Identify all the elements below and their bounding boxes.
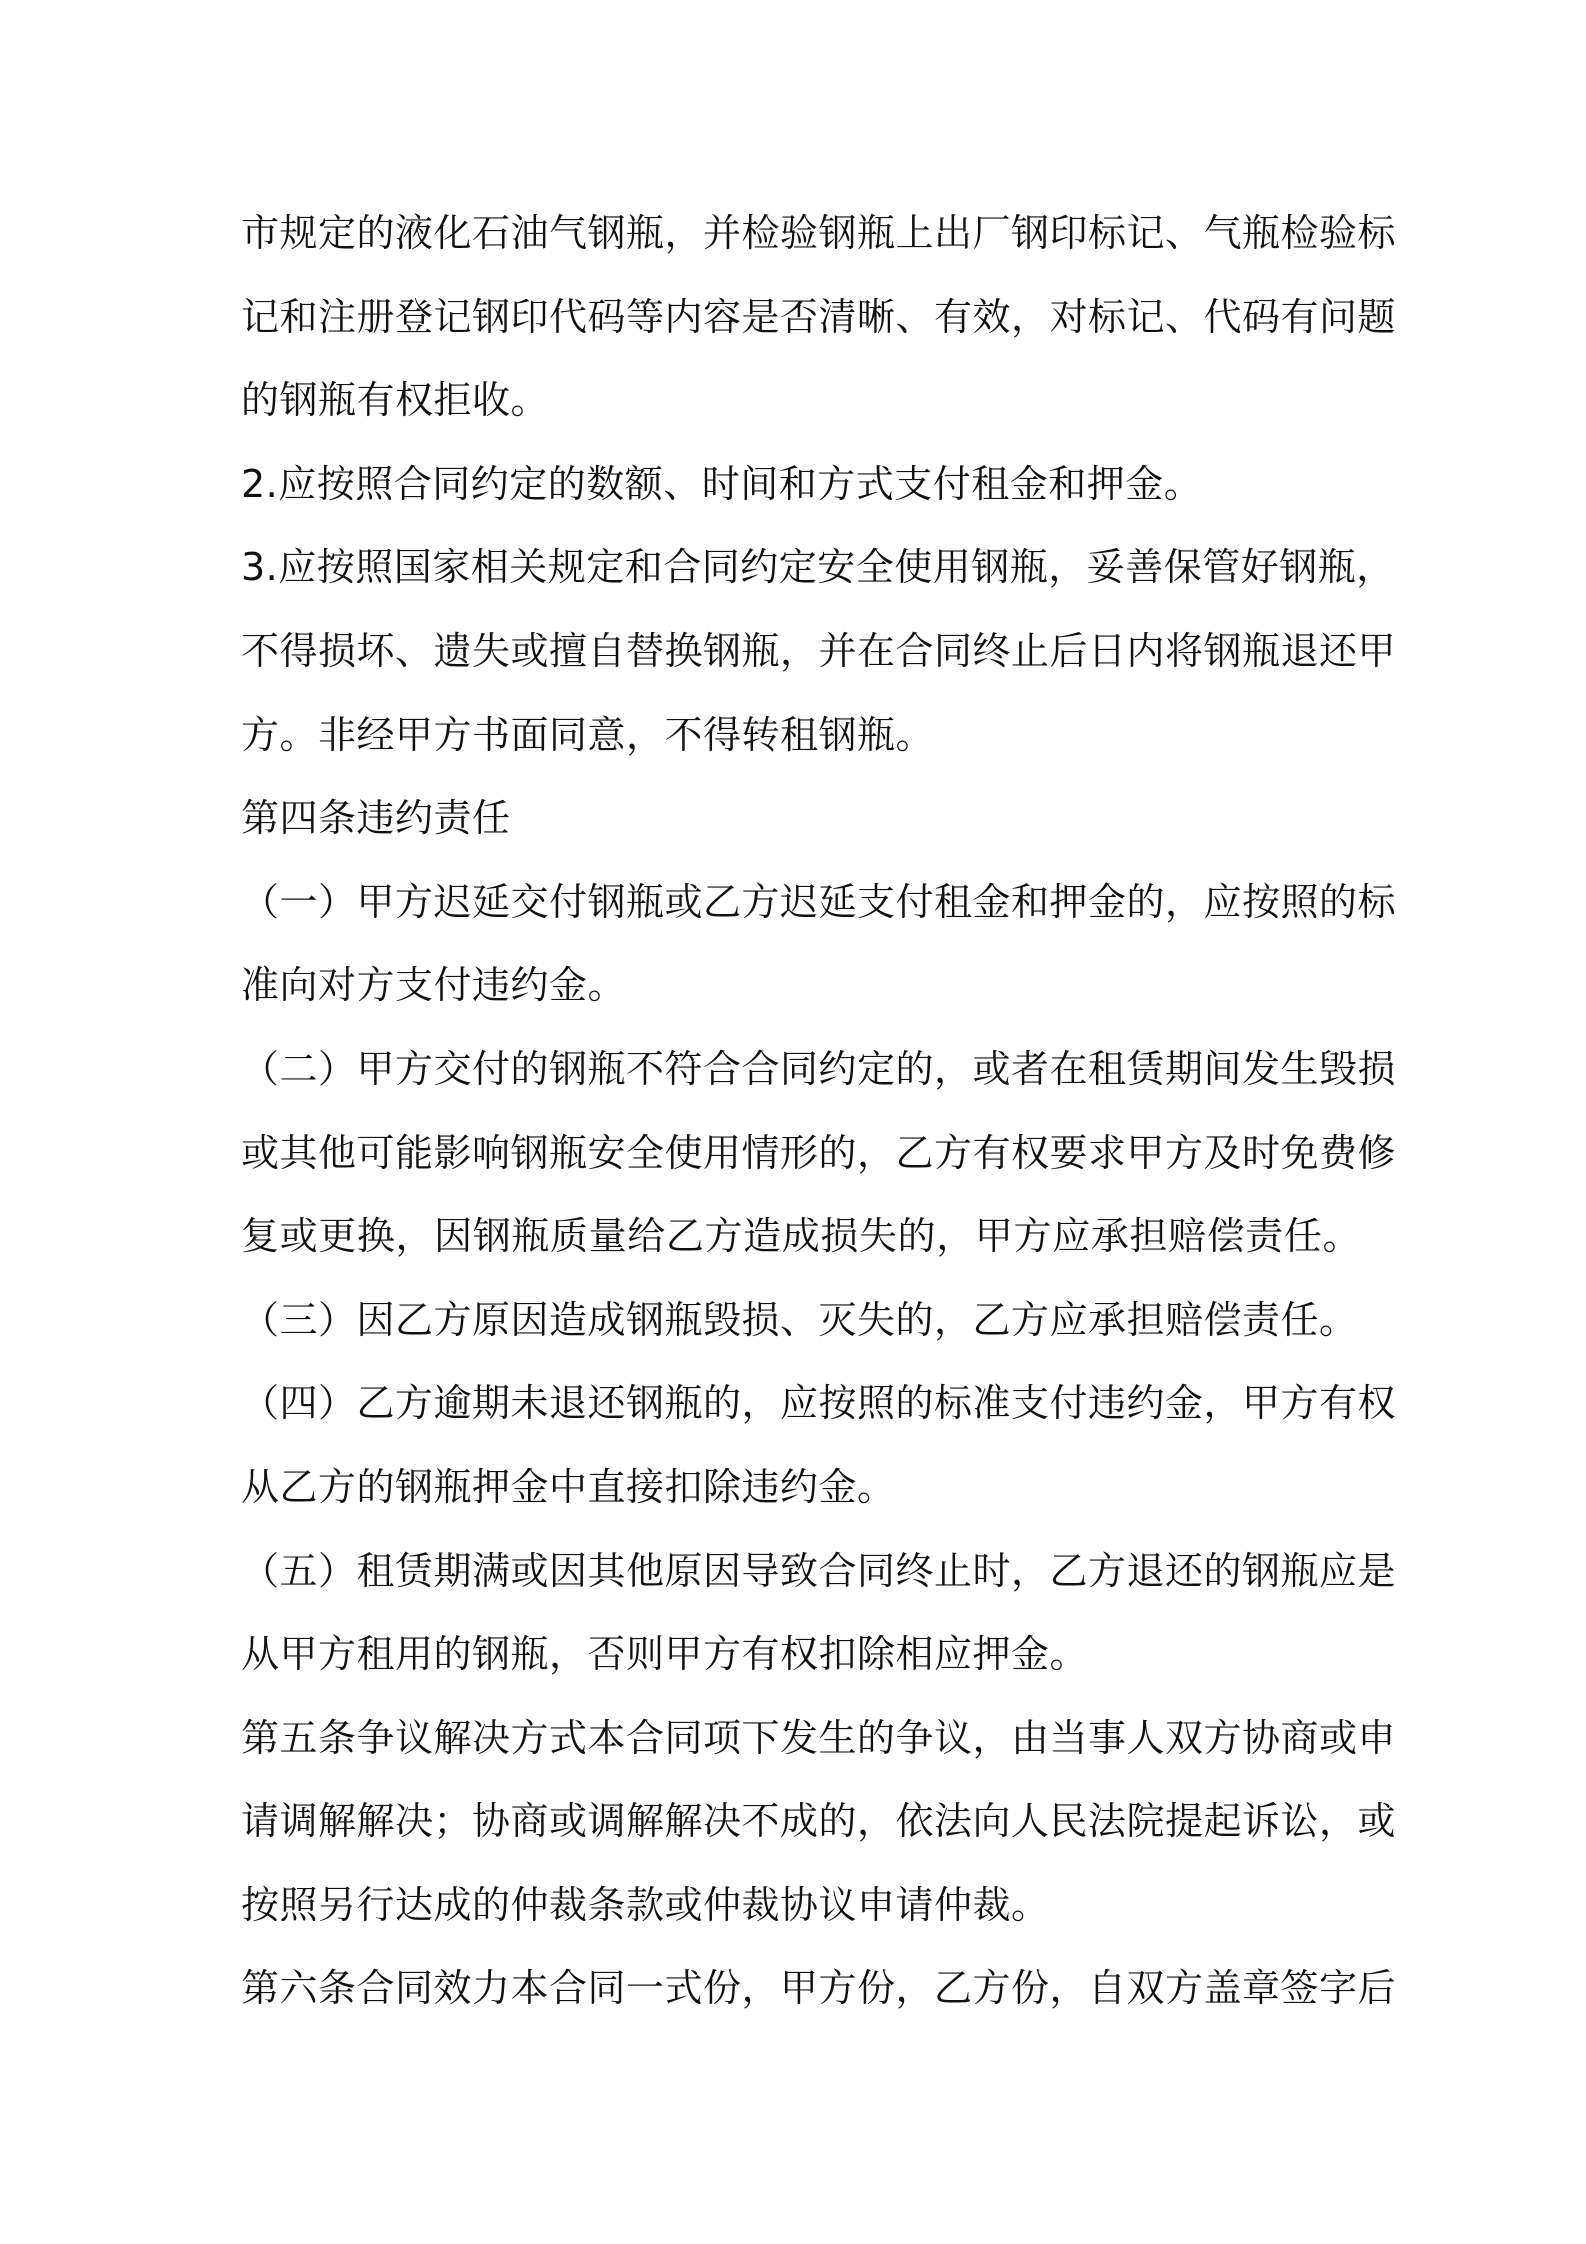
text-line: 从乙方的钢瓶押金中直接扣除违约金。 bbox=[241, 1464, 896, 1509]
text-line: 第五条争议解决方式本合同项下发生的争议，由当事人双方协商或申 bbox=[241, 1715, 1397, 1760]
text-line: （二）甲方交付的钢瓶不符合合同约定的，或者在租赁期间发生毁损 bbox=[241, 1046, 1397, 1091]
text-line: 记和注册登记钢印代码等内容是否清晰、有效，对标记、代码有问题 bbox=[241, 294, 1397, 339]
text-line: 不得损坏、遗失或擅自替换钢瓶，并在合同终止后日内将钢瓶退还甲 bbox=[241, 628, 1397, 673]
section-heading: 第四条违约责任 bbox=[241, 796, 511, 841]
text-line: 市规定的液化石油气钢瓶，并检验钢瓶上出厂钢印标记、气瓶检验标 bbox=[241, 211, 1397, 255]
text-line: 按照另行达成的仲裁条款或仲裁协议申请仲裁。 bbox=[241, 1882, 1050, 1927]
text-line: （三）因乙方原因造成钢瓶毁损、灭失的，乙方应承担赔偿责任。 bbox=[241, 1297, 1358, 1342]
text-line: 复或更换，因钢瓶质量给乙方造成损失的，甲方应承担赔偿责任。 bbox=[241, 1214, 1361, 1259]
text-line: 第六条合同效力本合同一式份，甲方份，乙方份，自双方盖章签字后 bbox=[241, 1966, 1397, 2011]
text-line: 3.应按照国家相关规定和合同约定安全使用钢瓶，妥善保管好钢瓶， bbox=[241, 545, 1395, 590]
text-line: 方。非经甲方书面同意，不得转租钢瓶。 bbox=[241, 712, 935, 757]
text-line: （五）租赁期满或因其他原因导致合同终止时，乙方退还的钢瓶应是 bbox=[241, 1548, 1397, 1593]
text-line: 从甲方租用的钢瓶，否则甲方有权扣除相应押金。 bbox=[241, 1632, 1089, 1677]
text-line: 准向对方支付违约金。 bbox=[241, 963, 627, 1008]
text-line: （四）乙方逾期未退还钢瓶的，应按照的标准支付违约金，甲方有权 bbox=[241, 1381, 1397, 1426]
text-line: 或其他可能影响钢瓶安全使用情形的，乙方有权要求甲方及时免费修 bbox=[241, 1130, 1397, 1175]
text-line: （一）甲方迟延交付钢瓶或乙方迟延支付租金和押金的，应按照的标 bbox=[241, 879, 1397, 924]
text-line: 的钢瓶有权拒收。 bbox=[241, 378, 550, 423]
text-line: 请调解解决；协商或调解解决不成的，依法向人民法院提起诉讼，或 bbox=[241, 1799, 1397, 1844]
text-line: 2.应按照合同约定的数额、时间和方式支付租金和押金。 bbox=[241, 461, 1203, 506]
contract-text bbox=[241, 192, 1397, 2031]
